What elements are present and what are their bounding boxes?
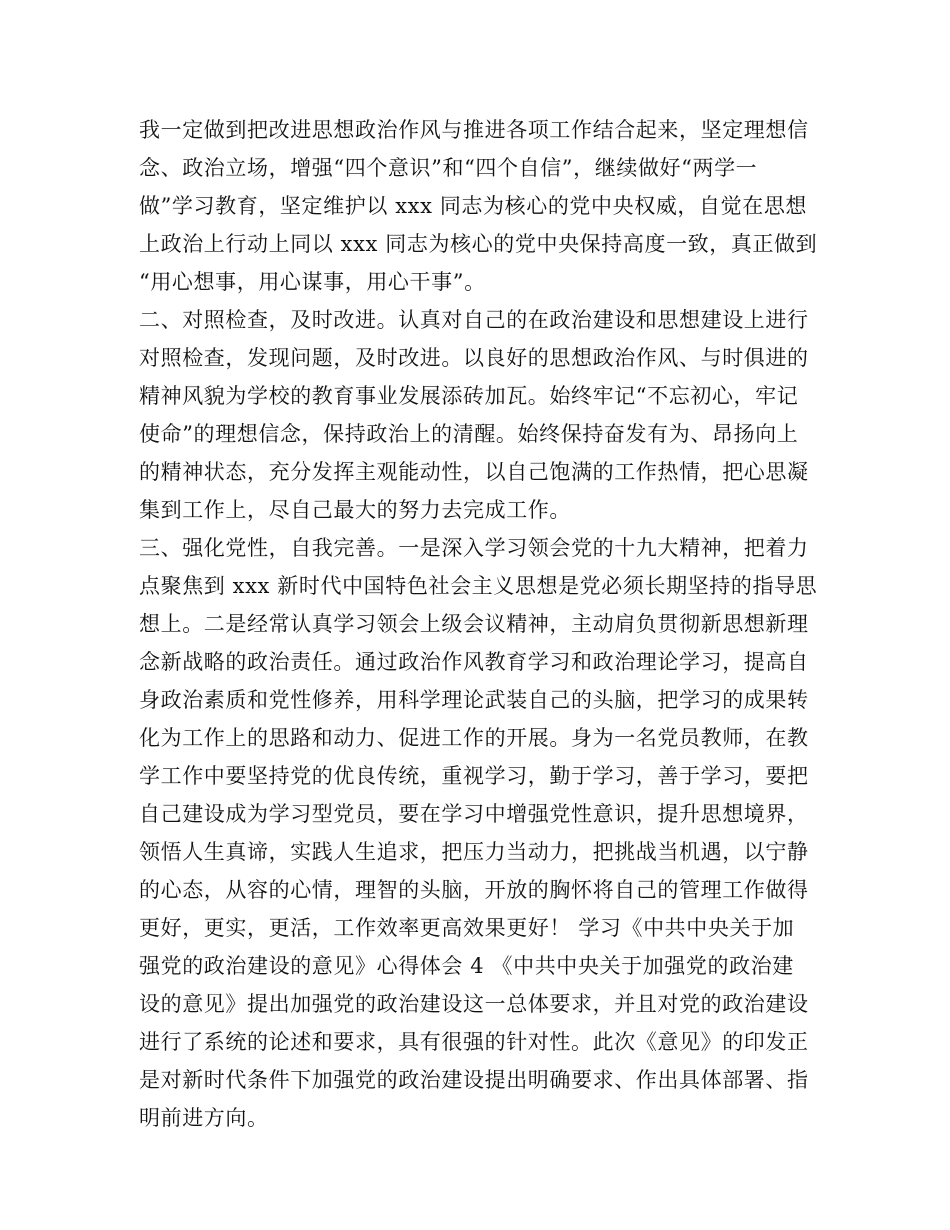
text-line: 明前进方向。 <box>139 1106 269 1130</box>
text-line: 更好，更实，更活，工作效率更高效果更好！ 学习《中共中央关于加 <box>139 916 795 940</box>
text-line: 的心态，从容的心情，理智的头脑，开放的胸怀将自己的管理工作做得 <box>139 878 809 902</box>
text-line: 二、对照检查，及时改进。认真对自己的在政治建设和思想建设上进行 <box>139 308 809 332</box>
text-line: 做”学习教育，坚定维护以 xxx 同志为核心的党中央权威，自觉在思想 <box>139 194 808 218</box>
text-line: 上政治上行动上同以 xxx 同志为核心的党中央保持高度一致，真正做到 <box>139 232 818 256</box>
text-line: 自己建设成为学习型党员，要在学习中增强党性意识，提升思想境界， <box>139 802 809 826</box>
text-line: 的精神状态，充分发挥主观能动性，以自己饱满的工作热情，把心思凝 <box>139 460 809 484</box>
text-line: 想上。二是经常认真学习领会上级会议精神，主动肩负贯彻新思想新理 <box>139 612 809 636</box>
text-line: 点聚焦到 xxx 新时代中国特色社会主义思想是党必须长期坚持的指导思 <box>139 574 818 598</box>
text-line: 学工作中要坚持党的优良传统，重视学习，勤于学习，善于学习，要把 <box>139 764 809 788</box>
text-line: 精神风貌为学校的教育事业发展添砖加瓦。始终牢记“不忘初心，牢记 <box>139 384 799 408</box>
text-line: “用心想事，用心谋事，用心干事”。 <box>139 270 486 294</box>
text-line: 三、强化党性，自我完善。一是深入学习领会党的十九大精神，把着力 <box>139 536 809 560</box>
text-line: 我一定做到把改进思想政治作风与推进各项工作结合起来，坚定理想信 <box>139 118 809 142</box>
text-line: 强党的政治建设的意见》心得体会 4 《中共中央关于加强党的政治建 <box>139 954 794 978</box>
text-line: 身政治素质和党性修养，用科学理论武装自己的头脑，把学习的成果转 <box>139 688 809 712</box>
text-line: 是对新时代条件下加强党的政治建设提出明确要求、作出具体部署、指 <box>139 1068 809 1092</box>
text-line: 念新战略的政治责任。通过政治作风教育学习和政治理论学习，提高自 <box>139 650 809 674</box>
text-line: 使命”的理想信念，保持政治上的清醒。始终保持奋发有为、昂扬向上 <box>139 422 799 446</box>
text-line: 领悟人生真谛，实践人生追求，把压力当动力，把挑战当机遇，以宁静 <box>139 840 809 864</box>
text-line: 集到工作上，尽自己最大的努力去完成工作。 <box>139 498 571 522</box>
text-line: 设的意见》提出加强党的政治建设这一总体要求，并且对党的政治建设 <box>139 992 809 1016</box>
text-line: 进行了系统的论述和要求，具有很强的针对性。此次《意见》的印发正 <box>139 1030 809 1054</box>
text-line: 对照检查，发现问题，及时改进。以良好的思想政治作风、与时俱进的 <box>139 346 809 370</box>
body-text <box>139 111 819 1137</box>
text-line: 念、政治立场，增强“四个意识”和“四个自信”，继续做好“两学一 <box>139 156 758 180</box>
text-line: 化为工作上的思路和动力、促进工作的开展。身为一名党员教师，在教 <box>139 726 809 750</box>
